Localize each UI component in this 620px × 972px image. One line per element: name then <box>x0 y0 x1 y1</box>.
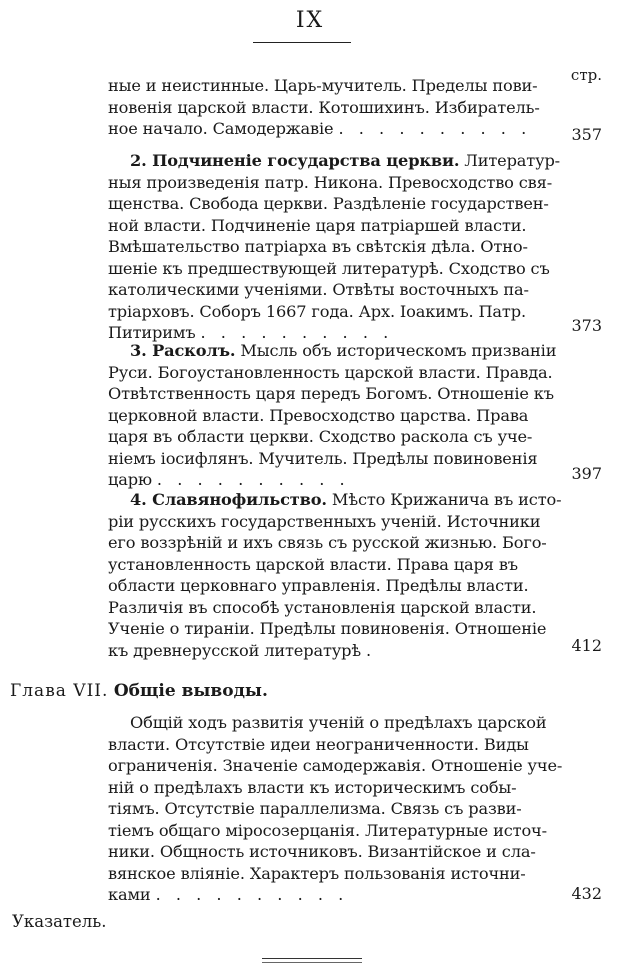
leader-dots: . . . . . . . . . . <box>338 119 532 138</box>
entry-line: Ученіе о тираніи. Предѣлы повиновенія. Отношеніе <box>108 619 547 638</box>
entry-line: ками . . . . . . . . . . <box>108 885 349 904</box>
page-number: 432 <box>571 884 602 903</box>
entry-line: ній о предѣлахъ власти къ историческимъ собы- <box>108 777 517 797</box>
toc-entry-section-2 <box>108 150 560 344</box>
leader-dots: . <box>365 640 377 660</box>
header-rule <box>253 42 351 43</box>
entry-line: ныя произведенія патр. Никона. Превосходство свя- <box>108 172 553 192</box>
entry-line: царю . . . . . . . . . . <box>108 470 350 489</box>
entry-line: установленность царской власти. Права царя въ <box>108 554 518 574</box>
entry-line: Различія въ способѣ установленія царской власти. <box>108 597 537 617</box>
entry-line: ной власти. Подчиненіе царя патріаршей власти. <box>108 215 527 235</box>
page-number: 397 <box>571 464 602 483</box>
page-column-label: стр. <box>570 66 602 84</box>
toc-entry-section-4 <box>108 489 562 661</box>
chapter-heading <box>10 681 268 701</box>
footer-rule-secondary <box>262 962 362 963</box>
entry-line: ограниченія. Значеніе самодержавія. Отношеніе уче- <box>108 756 563 775</box>
entry-line: царя въ области церкви. Сходство раскола съ уче- <box>108 427 533 446</box>
entry-line: церковной власти. Превосходство царства. Права <box>108 405 529 425</box>
chapter-summary <box>108 712 563 906</box>
entry-line: тіямъ. Отсутствіе параллелизма. Связь съ разви- <box>108 799 522 818</box>
entry-line: вянское вліяніе. Характеръ пользованія источни- <box>108 863 526 883</box>
entry-line: 3. Расколъ. Мысль объ историческомъ призваніи <box>130 341 557 360</box>
entry-line: ное начало. Самодержавіе . . . . . . . . . . <box>108 119 532 138</box>
entry-line: къ древнерусской литературѣ . <box>108 640 377 660</box>
entry-line: Общій ходъ развитія ученій о предѣлахъ царской <box>130 713 547 732</box>
entry-line: католическими ученіями. Отвѣты восточныхъ па- <box>108 280 529 299</box>
entry-line: области церковнаго управленія. Предѣлы власти. <box>108 576 529 595</box>
entry-line: Питиримъ . . . . . . . . . . <box>108 323 394 342</box>
page-number: 373 <box>571 316 602 335</box>
index-label: Указатель. <box>12 912 107 931</box>
section-heading: 2. Подчиненіе государства церкви. <box>130 151 460 170</box>
entry-line: новенія царской власти. Котошихинъ. Избиратель- <box>108 97 540 117</box>
leader-dots: . . . . . . . . . . <box>155 885 349 904</box>
entry-line: ніемъ іосифлянъ. Мучитель. Предѣлы повиновенія <box>108 448 538 468</box>
page-number: 357 <box>571 125 602 144</box>
entry-line: тіемъ общаго міросозерцанія. Литературные источ- <box>108 820 547 840</box>
entry-line: власти. Отсутствіе идеи неограниченности. Виды <box>108 734 529 754</box>
toc-entry-continuation <box>108 75 552 140</box>
page-header <box>0 8 620 33</box>
leader-dots: . . . . . . . . . . <box>200 323 394 342</box>
entry-line: Руси. Богоустановленность царской власти. Правда. <box>108 362 553 382</box>
entry-line: ники. Общность источниковъ. Византійское и сла- <box>108 842 536 861</box>
entry-line: ріи русскихъ государственныхъ ученій. Источники <box>108 511 541 531</box>
entry-line: шеніе къ предшествующей литературѣ. Сходство съ <box>108 258 550 278</box>
page-number-roman: IX <box>295 8 325 33</box>
section-heading: 3. Расколъ. <box>130 341 236 360</box>
leader-dots: . . . . . . . . . . <box>156 470 350 489</box>
footer-rule <box>262 958 362 959</box>
entry-line: 2. Подчиненіе государства церкви. Литератур- <box>130 151 560 170</box>
entry-line: тріарховъ. Соборъ 1667 года. Арх. Іоакимъ. Патр. <box>108 301 526 321</box>
chapter-title: Общіе выводы. <box>113 681 268 701</box>
chapter-label: Глава VII. <box>10 681 109 701</box>
entry-line: щенства. Свобода церкви. Раздѣленіе государствен- <box>108 194 549 213</box>
page-number: 412 <box>571 636 602 655</box>
toc-entry-section-3 <box>108 340 557 491</box>
entry-line: его воззрѣній и ихъ связь съ русской жизнью. Бого- <box>108 533 547 552</box>
entry-line: Вмѣшательство патріарха въ свѣтскія дѣла. Отно- <box>108 237 528 256</box>
entry-line: 4. Славянофильство. Мѣсто Крижанича въ исто- <box>130 490 562 509</box>
entry-line: ные и неистинные. Царь-мучитель. Пределы пови- <box>108 76 538 95</box>
entry-line: Отвѣтственность царя передъ Богомъ. Отношеніе къ <box>108 384 554 403</box>
section-heading: 4. Славянофильство. <box>130 490 327 509</box>
